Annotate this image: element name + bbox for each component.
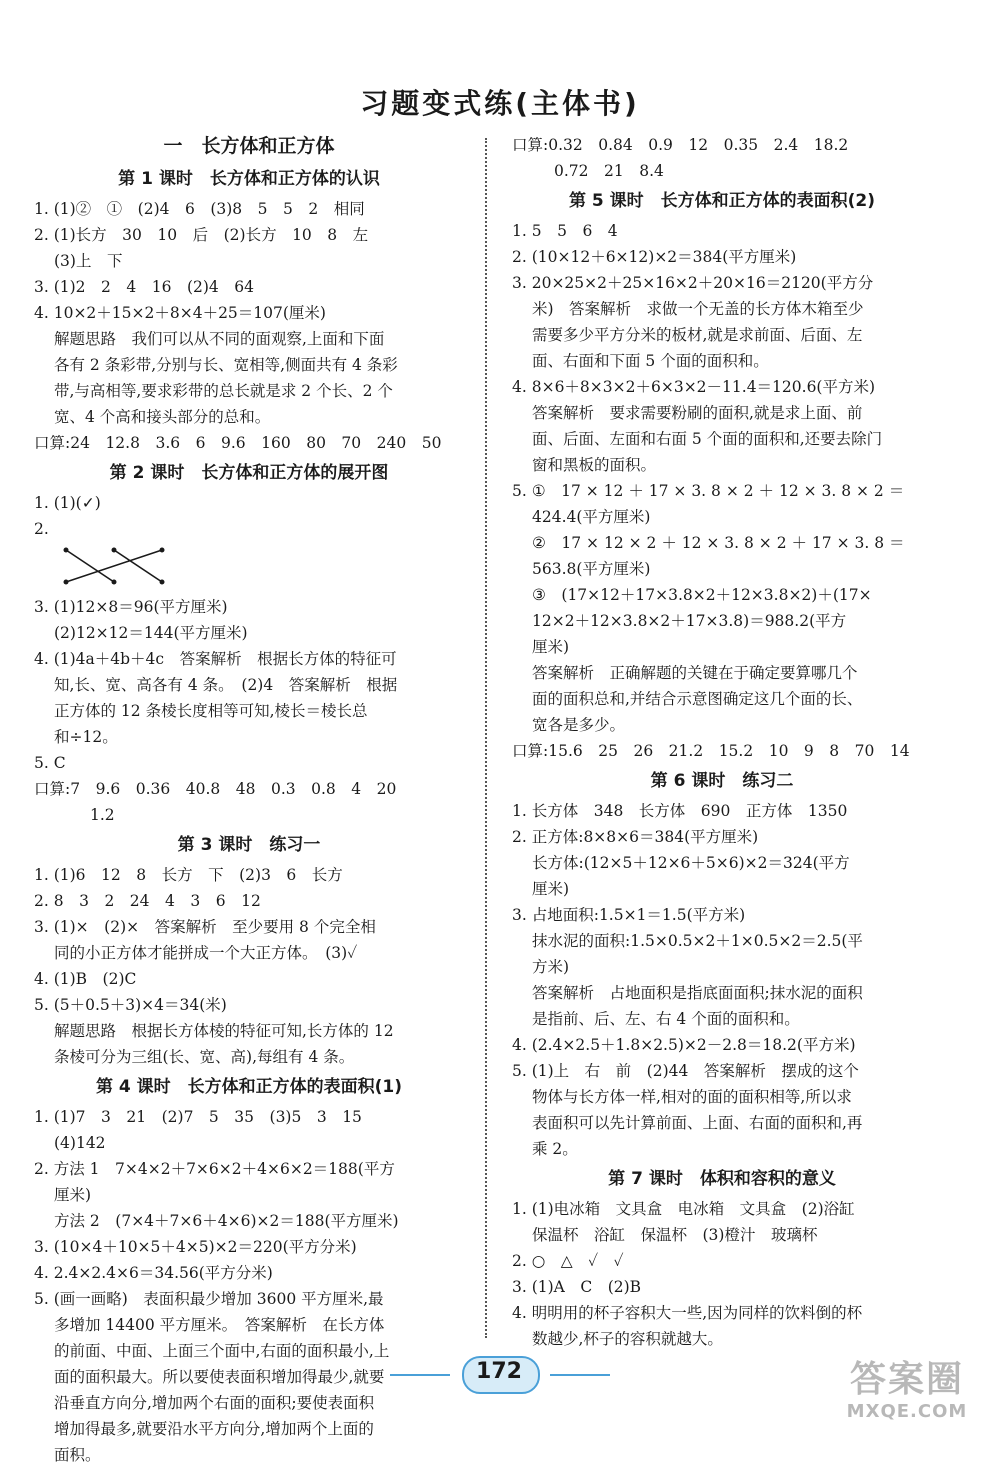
answer-line: 1. 长方体 348 长方体 690 正方体 1350 (512, 802, 848, 820)
answer-line: 3. (1)12×8＝96(平方厘米) (34, 598, 228, 616)
answer-line: 同的小正方体才能拼成一个大正方体。 (3)✓ (54, 944, 358, 962)
answer-line: 长方体:(12×5＋12×6＋5×6)×2＝324(平方 (532, 854, 850, 872)
answer-line: 数越少,杯子的容积就越大。 (532, 1330, 723, 1348)
answer-line: 5. ① 17 × 12 ＋ 17 × 3. 8 × 2 ＋ 12 × 3. 8 × 2 ＝ (512, 482, 905, 500)
answer-line: (4)142 (54, 1134, 106, 1152)
answer-line: 2. 方法 1 7×4×2＋7×6×2＋4×6×2＝188(平方 (34, 1160, 395, 1178)
lesson-title: 第 2 课时 长方体和正方体的展开图 (109, 463, 389, 483)
answer-line: 方米) (532, 958, 570, 976)
unit-title: 一 长方体和正方体 (163, 135, 335, 157)
oral-calc-line: 口算:0.32 0.84 0.9 12 0.35 2.4 18.2 (512, 136, 849, 154)
answer-line: 3. (1)× (2)× 答案解析 至少要用 8 个完全相 (34, 918, 376, 936)
answer-line: 3. 20×25×2＋25×16×2＋20×16＝2120(平方分 (512, 274, 874, 292)
answer-line: 沿垂直方向分,增加两个右面的面积;要使表面积 (54, 1394, 375, 1412)
answer-line: 方法 2 (7×4＋7×6＋4×6)×2＝188(平方厘米) (54, 1212, 399, 1230)
answer-line: 正方体的 12 条棱长度相等可知,棱长＝棱长总 (54, 702, 368, 720)
answer-line: 米) 答案解析 求做一个无盖的长方体木箱至少 (532, 300, 864, 318)
answer-line: 宽、4 个高和接头部分的总和。 (54, 408, 271, 426)
answer-line: 4. 明明用的杯子容积大一些,因为同样的饮料倒的杯 (512, 1304, 863, 1322)
answer-line: 厘米) (532, 880, 570, 898)
answer-line: 2. 8 3 2 24 4 3 6 12 (34, 892, 261, 910)
answer-line: 乘 2。 (532, 1140, 578, 1158)
answer-line: 条棱可分为三组(长、宽、高),每组有 4 条。 (54, 1048, 355, 1066)
answer-line: 表面积可以先计算前面、上面、右面的面积和,再 (532, 1114, 863, 1132)
answer-line: 厘米) (54, 1186, 92, 1204)
answer-line: 保温杯 浴缸 保温杯 (3)橙汁 玻璃杯 (532, 1226, 818, 1244)
answer-line: 面、右面和下面 5 个面的面积和。 (532, 352, 769, 370)
answer-line: 563.8(平方厘米) (532, 560, 651, 578)
answer-line: 2. (10×12＋6×12)×2＝384(平方厘米) (512, 248, 797, 266)
lesson-title: 第 6 课时 练习二 (650, 771, 794, 791)
answer-line: 5. (画一画略) 表面积最少增加 3600 平方厘米,最 (34, 1290, 384, 1308)
answer-line: 1. (1)② ① (2)4 6 (3)8 5 5 2 相同 (34, 200, 365, 218)
answer-line: 和÷12。 (54, 728, 118, 746)
lesson-title: 第 5 课时 长方体和正方体的表面积(2) (568, 191, 876, 211)
answer-line: 带,与高相等,要求彩带的总长就是求 2 个长、2 个 (54, 382, 393, 400)
answer-line: 面积。 (54, 1446, 101, 1464)
answer-line: 的前面、中面、上面三个面中,右面的面积最小,上 (54, 1342, 390, 1360)
answer-line: 4. 8×6＋8×3×2＋6×3×2－11.4＝120.6(平方米) (512, 378, 876, 396)
answer-line: 物体与长方体一样,相对的面的面积相等,所以求 (532, 1088, 852, 1106)
lesson-title: 第 7 课时 体积和容积的意义 (608, 1169, 836, 1189)
answer-line: 厘米) (532, 638, 570, 656)
column-divider (485, 138, 487, 1338)
answer-line: 5. (1)上 右 前 (2)44 答案解析 摆成的这个 (512, 1062, 859, 1080)
answer-line: ③ (17×12＋17×3.8×2＋12×3.8×2)＋(17× (532, 586, 872, 604)
answer-line: 1. (1)电冰箱 文具盒 电冰箱 文具盒 (2)浴缸 (512, 1200, 855, 1218)
answer-line: 3. 占地面积:1.5×1＝1.5(平方米) (512, 906, 746, 924)
answer-line: 2. ○ △ ✓ ✓ (512, 1252, 624, 1270)
footer-rule-right (550, 1374, 610, 1376)
lesson-title: 第 1 课时 长方体和正方体的认识 (118, 169, 380, 189)
answer-line: 各有 2 条彩带,分别与长、宽相等,侧面共有 4 条彩 (54, 356, 398, 374)
oral-calc-line: 口算:24 12.8 3.6 6 9.6 160 80 70 240 50 (34, 434, 442, 452)
lesson-title: 第 4 课时 长方体和正方体的表面积(1) (95, 1077, 403, 1097)
answer-line: 增加得最多,就要沿水平方向分,增加两个上面的 (54, 1420, 374, 1438)
answer-line: 答案解析 占地面积是指底面面积;抹水泥的面积 (532, 984, 863, 1002)
answer-line: 抹水泥的面积:1.5×0.5×2＋1×0.5×2＝2.5(平 (532, 932, 863, 950)
answer-line: 5. C (34, 754, 66, 772)
answer-line: 1. 5 5 6 4 (512, 222, 618, 240)
answer-line: (3)上 下 (54, 252, 123, 270)
answer-line: 2. 正方体:8×8×6＝384(平方厘米) (512, 828, 759, 846)
watermark-logo (822, 1359, 992, 1429)
answer-line: 宽各是多少。 (532, 716, 626, 734)
answer-line: ② 17 × 12 × 2 ＋ 12 × 3. 8 × 2 ＋ 17 × 3. 8 ＝ (532, 534, 905, 552)
watermark-url: MXQE.COM (846, 1401, 968, 1422)
answer-line: 424.4(平方厘米) (532, 508, 651, 526)
answer-line: 1. (1)7 3 21 (2)7 5 35 (3)5 3 15 (34, 1108, 362, 1126)
answer-line: 解题思路 根据长方体棱的特征可知,长方体的 12 (54, 1022, 394, 1040)
oral-calc-line: 0.72 21 8.4 (554, 162, 664, 180)
watermark-text: 答案圈 (849, 1359, 964, 1400)
answer-line: 3. (10×4＋10×5＋4×5)×2＝220(平方分米) (34, 1238, 357, 1256)
answer-line: 面、后面、左面和右面 5 个面的面积和,还要去除门 (532, 430, 883, 448)
answer-line: 是指前、后、左、右 4 个面的面积和。 (532, 1010, 800, 1028)
answer-line: 3. (1)2 2 4 16 (2)4 64 (34, 278, 255, 296)
right-column (512, 132, 932, 1352)
oral-calc-line: 口算:15.6 25 26 21.2 15.2 10 9 8 70 14 (512, 742, 910, 760)
answer-line: 窗和黑板的面积。 (532, 456, 657, 474)
answer-line: 解题思路 我们可以从不同的面观察,上面和下面 (54, 330, 385, 348)
answer-line: 答案解析 要求需要粉刷的面积,就是求上面、前 (532, 404, 863, 422)
answer-line: 答案解析 正确解题的关键在于确定要算哪几个 (532, 664, 858, 682)
answer-line: 需要多少平方分米的板材,就是求前面、后面、左 (532, 326, 863, 344)
matching-lines-diagram (58, 544, 168, 590)
answer-line: (2)12×12＝144(平方厘米) (54, 624, 248, 642)
answer-line: 2. (34, 520, 49, 538)
page-title: 习题变式练(主体书) (360, 87, 640, 120)
oral-calc-line: 口算:7 9.6 0.36 40.8 48 0.3 0.8 4 20 (34, 780, 397, 798)
answer-line: 面的面积最大。所以要使表面积增加得最少,就要 (54, 1368, 385, 1386)
answer-line: 知,长、宽、高各有 4 条。 (2)4 答案解析 根据 (54, 676, 398, 694)
answer-line: 3. (1)A C (2)B (512, 1278, 642, 1296)
answer-line: 多增加 14400 平方厘米。 答案解析 在长方体 (54, 1316, 385, 1334)
lesson-title: 第 3 课时 练习一 (177, 835, 321, 855)
answer-line: 5. (5＋0.5＋3)×4＝34(米) (34, 996, 227, 1014)
answer-line: 4. (2.4×2.5＋1.8×2.5)×2－2.8＝18.2(平方米) (512, 1036, 856, 1054)
answer-line: 1. (1)(✓) (34, 494, 101, 512)
answer-line: 1. (1)6 12 8 长方 下 (2)3 6 长方 (34, 866, 343, 884)
answer-line: 4. (1)4a＋4b＋4c 答案解析 根据长方体的特征可 (34, 650, 397, 668)
answer-line: 4. 2.4×2.4×6＝34.56(平方分米) (34, 1264, 273, 1282)
left-column (34, 132, 464, 1468)
oral-calc-line: 1.2 (90, 806, 115, 824)
answer-line: 12×2＋12×3.8×2＋17×3.8)＝988.2(平方 (532, 612, 847, 630)
answer-line: 4. 10×2＋15×2＋8×4＋25＝107(厘米) (34, 304, 326, 322)
page-number: 172 (476, 1359, 522, 1384)
answer-line: 4. (1)B (2)C (34, 970, 137, 988)
answer-line: 2. (1)长方 30 10 后 (2)长方 10 8 左 (34, 226, 369, 244)
footer-rule-left (390, 1374, 450, 1376)
answer-line: 面的面积总和,并结合示意图确定这几个面的长、 (532, 690, 863, 708)
